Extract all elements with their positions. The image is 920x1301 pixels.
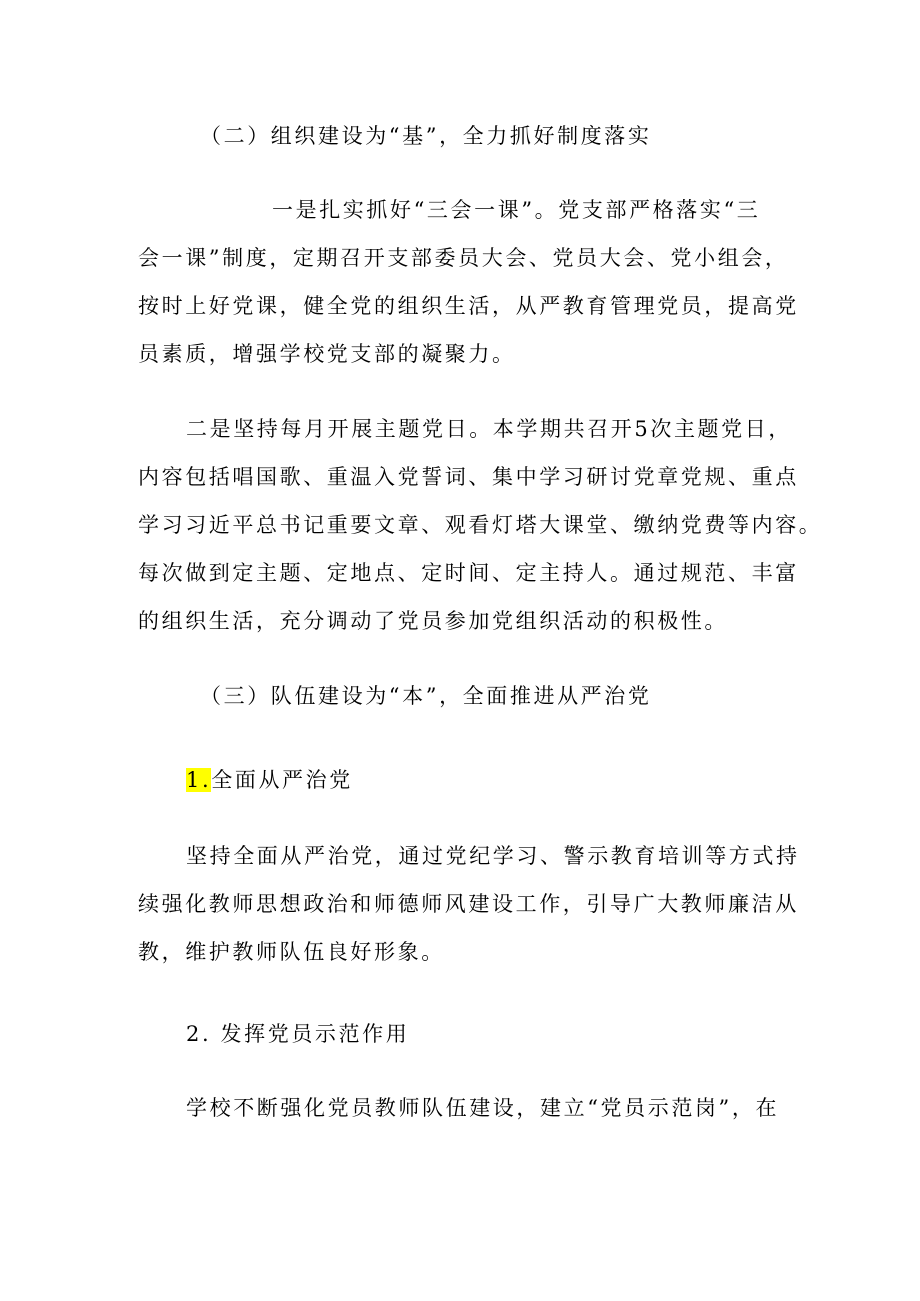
item-1-heading bbox=[186, 766, 353, 794]
section-3-heading: （三）队伍建设为“本”，全面推进从严治党 bbox=[200, 684, 652, 708]
item-1-para-line-2: 续强化教师思想政治和师德师风建设工作，引导广大教师廉洁从 bbox=[138, 892, 799, 916]
paragraph-2-line-5: 的组织生活，充分调动了党员参加党组织活动的积极性。 bbox=[138, 609, 728, 633]
paragraph-1-line-4: 员素质，增强学校党支部的凝聚力。 bbox=[138, 342, 516, 366]
item-1-title: 全面从严治党 bbox=[211, 768, 353, 792]
item-2-number: 2. bbox=[186, 1022, 212, 1046]
paragraph-2-line-4: 每次做到定主题、定地点、定时间、定主持人。通过规范、丰富 bbox=[138, 561, 799, 585]
item-2-para-line-1: 学校不断强化党员教师队伍建设，建立“党员示范岗”，在 bbox=[186, 1096, 780, 1120]
paragraph-1-line-3: 按时上好党课，健全党的组织生活，从严教育管理党员，提高党 bbox=[138, 294, 799, 318]
item-1-para-line-3: 教，维护教师队伍良好形象。 bbox=[138, 940, 445, 964]
item-2-title: 发挥党员示范作用 bbox=[220, 1022, 410, 1046]
paragraph-1-line-2: 会一课”制度，定期召开支部委员大会、党员大会、党小组会， bbox=[138, 246, 789, 270]
paragraph-1-line-1: 一是扎实抓好“三会一课”。党支部严格落实“三 bbox=[272, 198, 761, 222]
paragraph-2-line-1: 二是坚持每月开展主题党日。本学期共召开5次主题党日， bbox=[186, 417, 792, 441]
item-2-heading bbox=[186, 1020, 409, 1048]
section-2-heading: （二）组织建设为“基”，全力抓好制度落实 bbox=[200, 124, 652, 148]
item-1-number: 1. bbox=[186, 768, 212, 792]
paragraph-2-line-3: 学习习近平总书记重要文章、观看灯塔大课堂、缴纳党费等内容。 bbox=[138, 513, 823, 537]
paragraph-2-line-2: 内容包括唱国歌、重温入党誓词、集中学习研讨党章党规、重点 bbox=[138, 465, 799, 489]
item-1-para-line-1: 坚持全面从严治党，通过党纪学习、警示教育培训等方式持 bbox=[186, 844, 800, 868]
